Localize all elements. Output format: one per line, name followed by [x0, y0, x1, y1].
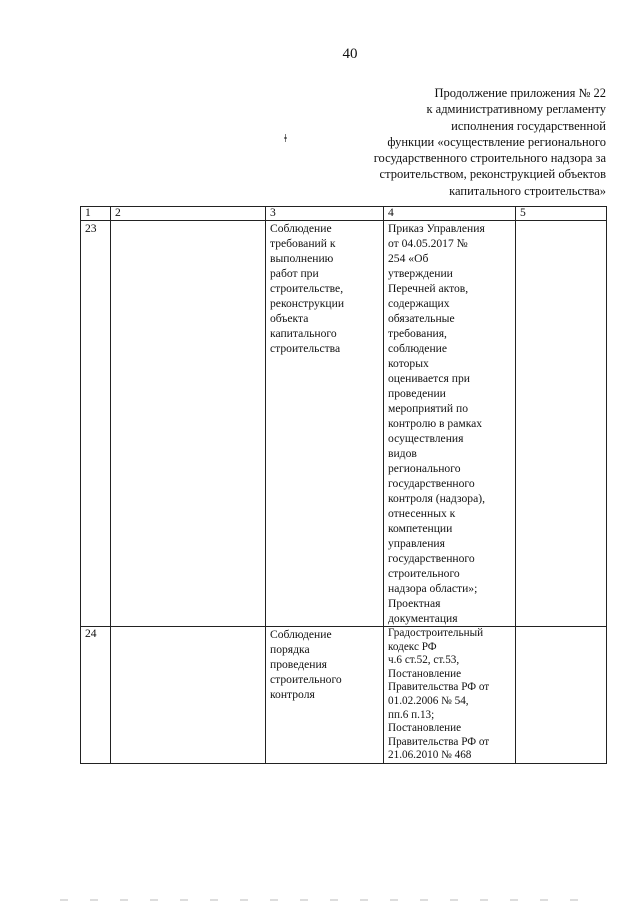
column-number-1: 1 [81, 207, 111, 221]
legal-acts-cell: Приказ Управления от 04.05.2017 № 254 «Об утверждении Перечней актов, содержащих обязательные требования, соблюдение которых оценивается при проведении мероприятий по контролю в рамках осуществления видов регионального государственного контроля (надзора), отнесенных к компетенции управления государственного строительного надзора области»; Проектная документация [384, 221, 516, 627]
column-number-2: 2 [111, 207, 266, 221]
column-number-4: 4 [384, 207, 516, 221]
requirement-cell: Соблюдение требований к выполнению работ при строительстве, реконструкции объекта капитального строительства [266, 221, 384, 627]
continuation-line: капитального строительства» [449, 183, 606, 198]
column-number-5: 5 [516, 207, 607, 221]
row-cell-col2 [111, 627, 266, 764]
column-number-3: 3 [266, 207, 384, 221]
continuation-line: функции «осуществление регионального [387, 134, 606, 149]
continuation-line: исполнения государственной [451, 118, 606, 133]
row-cell-col5 [516, 627, 607, 764]
appendix-continuation-header [326, 85, 606, 199]
table-header-row [81, 207, 607, 221]
row-cell-col2 [111, 221, 266, 627]
row-number: 23 [81, 221, 111, 627]
continuation-line: строительством, реконструкцией объектов [379, 167, 606, 182]
row-number: 24 [81, 627, 111, 764]
continuation-line: Продолжение приложения № 22 [434, 86, 606, 100]
continuation-line: к административному регламенту [426, 102, 606, 117]
table-row [81, 221, 607, 627]
regulation-table [80, 206, 607, 764]
scan-artifact-line [60, 899, 600, 901]
legal-acts-cell: Градостроительный кодекс РФ ч.6 ст.52, ст.53, Постановление Правительства РФ от 01.02.2006 № 54, пп.6 п.13; Постановление Правительства РФ от 21.06.2010 № 468 [384, 627, 516, 764]
page-number: 40 [342, 46, 358, 62]
requirement-cell: Соблюдение порядка проведения строительного контроля [266, 627, 384, 764]
continuation-line: государственного строительного надзора за [373, 151, 606, 166]
table-row [81, 627, 607, 764]
row-cell-col5 [516, 221, 607, 627]
scan-mark: ǂ [284, 131, 287, 145]
